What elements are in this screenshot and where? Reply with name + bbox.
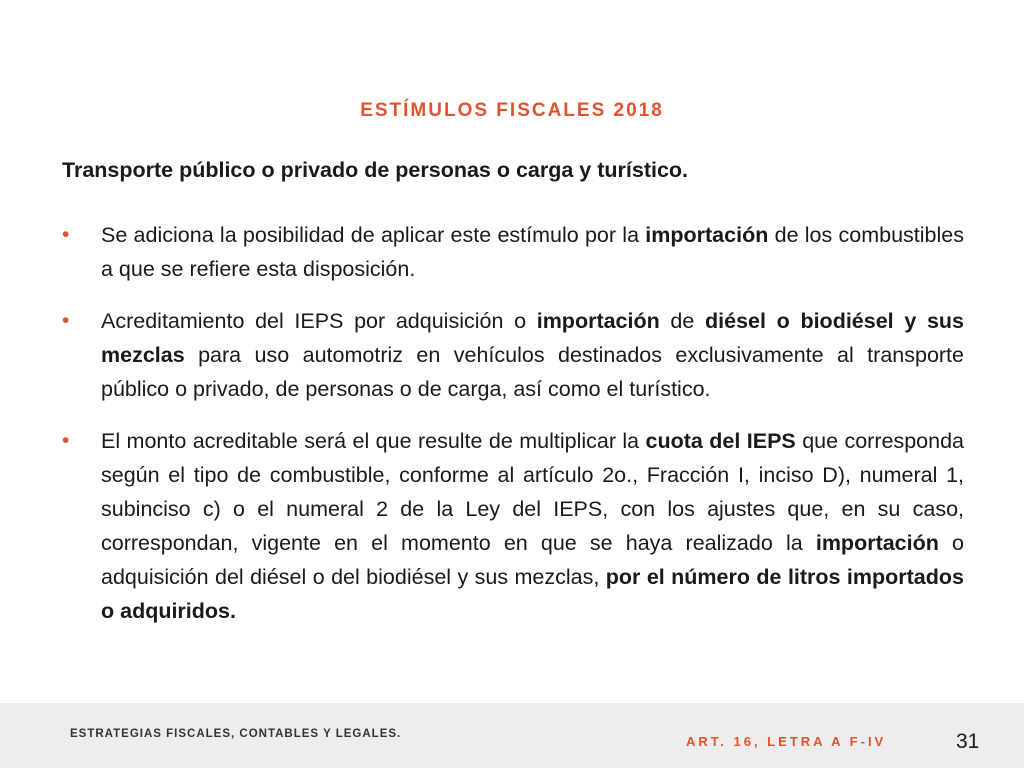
- bullet-bold-text: importación: [815, 531, 939, 555]
- bullet-text: para uso automotriz en vehículos destinados exclusivamente al transporte público o privado, de personas o de carga, así como el turístico.: [101, 343, 964, 401]
- bullet-text: Acreditamiento del IEPS por adquisición o: [101, 309, 537, 333]
- slide-subtitle: Transporte público o privado de personas o carga y turístico.: [62, 158, 689, 182]
- page-number: 31: [956, 730, 980, 753]
- footer-company-text: ESTRATEGIAS FISCALES, CONTABLES Y LEGALES.: [70, 728, 402, 740]
- bullet-marker: •: [62, 309, 70, 332]
- bullet-bold-text: cuota del IEPS: [645, 429, 796, 453]
- bullet-marker: •: [62, 223, 70, 246]
- bullet-item: [62, 218, 964, 286]
- bullet-marker: •: [62, 429, 70, 452]
- footer-bar: [0, 703, 1024, 768]
- bullet-text: que corresponda según el tipo de combustible, conforme al artículo 2o., Fracción I, inciso D), numeral 1, subinciso c) o el numeral 2 de la Ley del IEPS, con los ajustes que, en su caso, correspondan, vigente en el momento en que se haya realizado la: [101, 429, 964, 555]
- bullet-bold-text: diésel o biodiésel y sus mezclas: [101, 309, 964, 367]
- bullet-text: Se adiciona la posibilidad de aplicar este estímulo por la: [101, 223, 646, 247]
- bullet-item: [62, 304, 964, 406]
- slide-title: ESTÍMULOS FISCALES 2018: [360, 100, 664, 121]
- bullet-bold-text: importación: [536, 309, 660, 333]
- bullet-item: [62, 424, 964, 628]
- bullet-list: [62, 218, 964, 646]
- bullet-text: de los combustibles a que se refiere esta disposición.: [101, 223, 965, 281]
- bullet-text: de: [659, 309, 706, 333]
- bullet-text: El monto acreditable será el que resulte de multiplicar la: [101, 429, 646, 453]
- bullet-text: o adquisición del diésel o del biodiésel y sus mezclas,: [101, 531, 965, 589]
- footer-article-reference: ART. 16, LETRA A F-IV: [686, 734, 887, 749]
- bullet-bold-text: por el número de litros importados o adquiridos.: [101, 565, 964, 623]
- bullet-bold-text: importación: [645, 223, 769, 247]
